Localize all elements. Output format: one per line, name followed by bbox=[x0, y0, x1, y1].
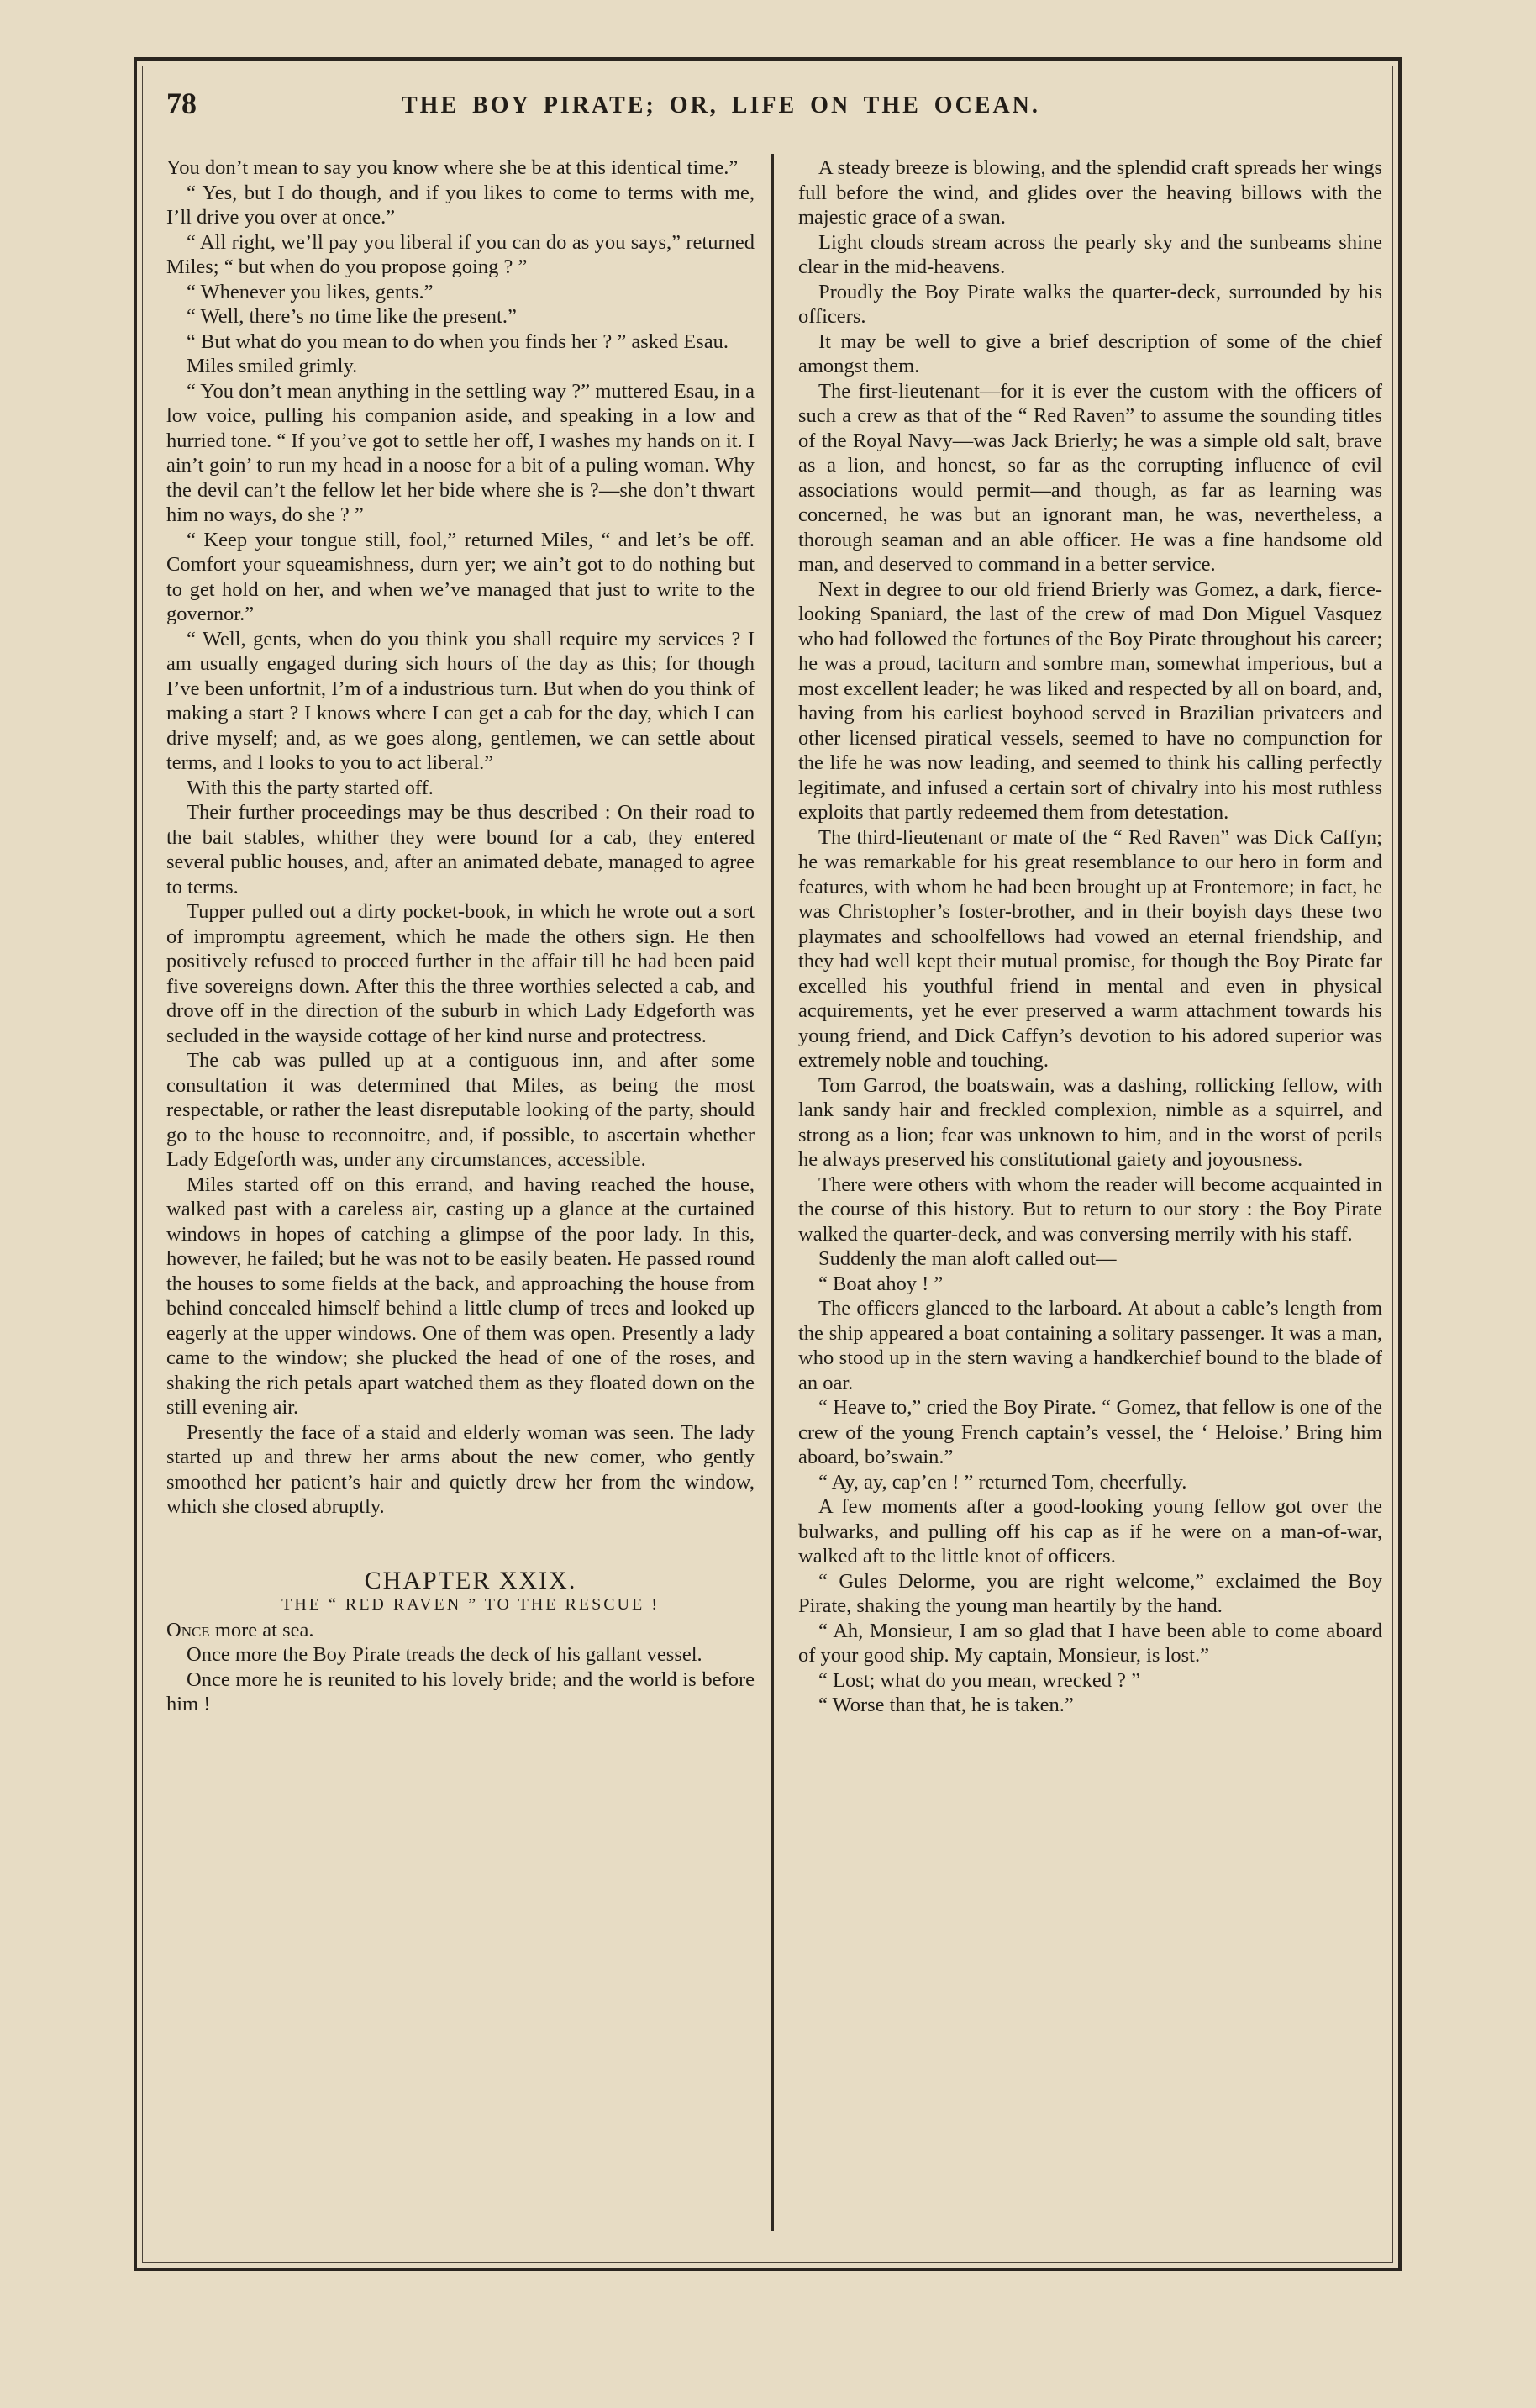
paragraph: Presently the face of a staid and elderly woman was seen. The lady started up and threw her arms about the new comer, who gently smoothed her patient’s hair and quietly drew her from the window, which she closed abruptly. bbox=[166, 1420, 755, 1518]
paragraph: “ Heave to,” cried the Boy Pirate. “ Gomez, that fellow is one of the crew of the young French captain’s vessel, the ‘ Heloise.’ Bring him aboard, bo’swain.” bbox=[798, 1396, 1382, 1468]
chapter-opening-rest: more at sea. bbox=[209, 1618, 314, 1641]
paragraph: “ Well, there’s no time like the present.” bbox=[187, 305, 517, 328]
paragraph: “ But what do you mean to do when you finds her ? ” asked Esau. bbox=[187, 329, 729, 353]
running-title: THE BOY PIRATE; OR, LIFE ON THE OCEAN. bbox=[402, 92, 1040, 119]
paragraph: “ Gules Delorme, you are right welcome,” exclaimed the Boy Pirate, shaking the young man heartily by the hand. bbox=[798, 1569, 1382, 1617]
paragraph: “ Ay, ay, cap’en ! ” returned Tom, cheerfully. bbox=[818, 1470, 1187, 1494]
paragraph: “ All right, we’ll pay you liberal if you can do as you says,” returned Miles; “ but when do you propose going ? ” bbox=[166, 230, 755, 278]
paragraph: With this the party started off. bbox=[187, 776, 434, 799]
chapter-opening-paragraph bbox=[166, 1618, 755, 1643]
paragraph: A few moments after a good-looking young fellow got over the bulwarks, and pulling off his cap as if he were on a man-of-war, walked aft to the little knot of officers. bbox=[798, 1495, 1382, 1568]
paragraph: “ Boat ahoy ! ” bbox=[818, 1272, 944, 1295]
chapter-title: CHAPTER XXIX. bbox=[364, 1566, 577, 1594]
paragraph: Tom Garrod, the boatswain, was a dashing, rollicking fellow, with lank sandy hair and freckled complexion, nimble as a squirrel, and strong as a lion; fear was unknown to him, and in the worst of perils he always preserved his constitutional gaiety and joyousness. bbox=[798, 1073, 1382, 1171]
page-number: 78 bbox=[166, 87, 197, 120]
paragraph: Tupper pulled out a dirty pocket-book, in which he wrote out a sort of impromptu agreement, which he made the others sign. He then positively refused to proceed further in the affair till he had been paid five sovereigns down. After this the three worthies selected a cab, and drove off in the direction of the suburb in which Lady Edgeforth was secluded in the wayside cottage of her kind nurse and protectress. bbox=[166, 900, 755, 1047]
paragraph: “ Yes, but I do though, and if you likes to come to terms with me, I’ll drive you over at once.” bbox=[166, 181, 755, 229]
paragraph: Once more the Boy Pirate treads the deck of his gallant vessel. bbox=[187, 1643, 702, 1666]
paragraph: Miles smiled grimly. bbox=[187, 355, 358, 377]
paragraph: “ Whenever you likes, gents.” bbox=[187, 280, 434, 303]
paragraph: The first-lieutenant—for it is ever the custom with the officers of such a crew as that of the “ Red Raven” to assume the sounding titles of the Royal Navy—was Jack Brierly; he was a simple old salt, brave as a lion, and honest, so far as the corrupting influence of evil associations would permit—and though, as far as learning was concerned, he was but an ignorant man, he was, nevertheless, a thorough seaman and an able officer. He was a fine handsome old man, and deserved to command in a better service. bbox=[798, 379, 1382, 576]
paragraph: You don’t mean to say you know where she be at this identical time.” bbox=[166, 156, 739, 179]
chapter-opening-word: Once bbox=[166, 1618, 210, 1641]
left-column bbox=[166, 155, 755, 1717]
chapter-heading bbox=[166, 1568, 755, 1618]
paragraph: Miles started off on this errand, and having reached the house, walked past with a careless air, casting up a glance at the curtained windows in hopes of catching a glimpse of the poor lady. In this, however, he failed; but he was not to be easily beaten. He passed round the houses to some fields at the back, and approaching the house from behind concealed himself behind a little clump of trees and looked up eagerly at the upper windows. One of them was open. Presently a lady came to the window; she plucked the head of one of the roses, and shaking the rich petals apart watched them as they floated down on the still evening air. bbox=[166, 1172, 755, 1419]
paragraph: “ Well, gents, when do you think you shall require my services ? I am usually engaged during sich hours of the day as this; for though I’ve been unfortnit, I’m of a industrious turn. But when do you think of making a start ? I knows where I can get a cab for the day, which I can drive myself; and, as we goes along, gentlemen, we can settle about terms, and I looks to you to act liberal.” bbox=[166, 627, 755, 774]
paragraph: It may be well to give a brief description of some of the chief amongst them. bbox=[798, 329, 1382, 377]
paragraph: “ You don’t mean anything in the settling way ?” muttered Esau, in a low voice, pulling his companion aside, and speaking in a low and hurried tone. “ If you’ve got to settle her off, I washes my hands on it. I ain’t goin’ to run my head in a noose for a bit of a puling woman. Why the devil can’t the fellow let her bide where she is ?—she don’t thwart him no ways, do she ? ” bbox=[166, 379, 755, 526]
paragraph: The third-lieutenant or mate of the “ Red Raven” was Dick Caffyn; he was remarkable for his great resemblance to our hero in form and features, with whom he had been brought up at Frontemore; in fact, he was Christopher’s foster-brother, and in their boyish days these two playmates and schoolfellows had vowed an eternal friendship, and they had well kept their mutual promise, for though the Boy Pirate far excelled his youthful friend in mental and even in physical acquirements, yet he ever preserved a warm attachment towards his young friend, and Dick Caffyn’s devotion to his adored superior was extremely noble and touching. bbox=[798, 825, 1382, 1072]
paragraph: Proudly the Boy Pirate walks the quarter-deck, surrounded by his officers. bbox=[798, 280, 1382, 328]
paragraph: Their further proceedings may be thus described : On their road to the bait stables, whither they were bound for a cab, they entered several public houses, and, after an animated debate, managed to agree to terms. bbox=[166, 801, 755, 898]
page-header bbox=[166, 86, 1376, 136]
paragraph: “ Ah, Monsieur, I am so glad that I have been able to come aboard of your good ship. My captain, Monsieur, is lost.” bbox=[798, 1619, 1382, 1667]
paragraph: “ Keep your tongue still, fool,” returned Miles, “ and let’s be off. Comfort your squeamishness, durn yer; we ain’t got to do nothing but to get hold on her, and when we’ve managed that just to write to the governor.” bbox=[166, 528, 755, 625]
paragraph: Once more he is reunited to his lovely bride; and the world is before him ! bbox=[166, 1668, 755, 1715]
paragraph: Suddenly the man aloft called out— bbox=[818, 1247, 1117, 1270]
chapter-subtitle: THE “ RED RAVEN ” TO THE RESCUE ! bbox=[281, 1595, 660, 1614]
paragraph: “ Worse than that, he is taken.” bbox=[818, 1694, 1074, 1716]
column-divider bbox=[771, 154, 774, 2231]
right-column bbox=[798, 155, 1382, 1718]
paragraph: “ Lost; what do you mean, wrecked ? ” bbox=[818, 1668, 1141, 1692]
paragraph: Next in degree to our old friend Brierly was Gomez, a dark, fierce-looking Spaniard, the last of the crew of mad Don Miguel Vasquez who had followed the fortunes of the Boy Pirate throughout his career; he was a proud, taciturn and sombre man, somewhat imperious, but a most excellent leader; he was liked and respected by all on board, and, having from his earliest boyhood served in Brazilian privateers and other licensed piratical vessels, seemed to have no compunction for the life he was now leading, and seemed to think his calling perfectly legitimate, and infused a certain sort of chivalry into his most ruthless exploits that partly redeemed them from detestation. bbox=[798, 577, 1382, 824]
paragraph: There were others with whom the reader will become acquainted in the course of this history. But to return to our story : the Boy Pirate walked the quarter-deck, and was conversing merrily with his staff. bbox=[798, 1172, 1382, 1246]
paragraph: The cab was pulled up at a contiguous inn, and after some consultation it was determined that Miles, as being the most respectable, or rather the least disreputable looking of the party, should go to the house to reconnoitre, and, if possible, to ascertain whether Lady Edgeforth was, under any circumstances, accessible. bbox=[166, 1049, 755, 1171]
paragraph: The officers glanced to the larboard. At about a cable’s length from the ship appeared a boat containing a solitary passenger. It was a man, who stood up in the stern waving a handkerchief bound to the blade of an oar. bbox=[798, 1297, 1382, 1394]
paragraph: A steady breeze is blowing, and the splendid craft spreads her wings full before the wind, and glides over the heaving billows with the majestic grace of a swan. bbox=[798, 156, 1382, 229]
paragraph: Light clouds stream across the pearly sky and the sunbeams shine clear in the mid-heavens. bbox=[798, 230, 1382, 278]
